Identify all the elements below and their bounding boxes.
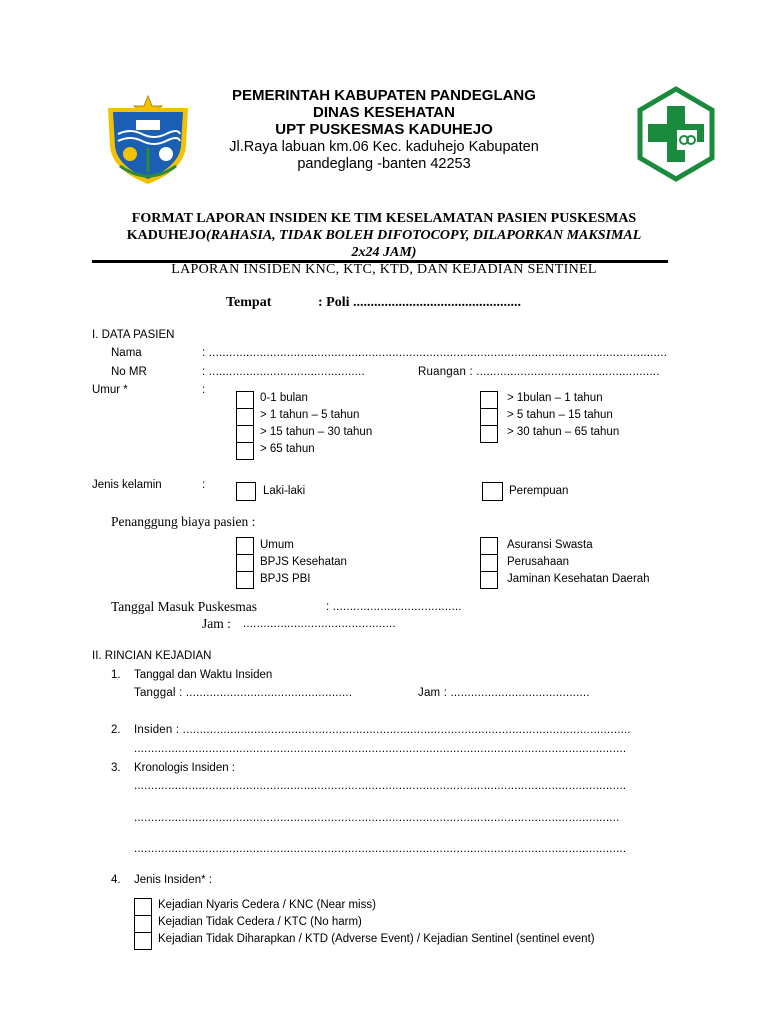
nomr-label: No MR bbox=[111, 366, 147, 378]
header-address-2: pandeglang -banten 42253 bbox=[297, 156, 471, 172]
jenis-insiden-checkbox[interactable] bbox=[134, 915, 152, 933]
item3-label: Kronologis Insiden : bbox=[134, 762, 236, 774]
biaya-option: Jaminan Kesehatan Daerah bbox=[507, 573, 650, 585]
biaya-option: Umum bbox=[260, 539, 294, 551]
nomr-field[interactable]: : .............................................. bbox=[202, 366, 365, 378]
biaya-checkbox[interactable] bbox=[236, 537, 254, 555]
umur-checkbox[interactable] bbox=[480, 425, 498, 443]
form-title-line3 bbox=[0, 245, 768, 261]
insiden-field[interactable]: Insiden : .................................................................................................................................... bbox=[134, 724, 631, 736]
jam-masuk-label: Jam : bbox=[202, 616, 231, 631]
umur-option: > 1 tahun – 5 tahun bbox=[260, 409, 360, 421]
form-subtitle: LAPORAN INSIDEN KNC, KTC, KTD, DAN KEJADIAN SENTINEL bbox=[171, 262, 597, 277]
umur-colon: : bbox=[202, 384, 206, 396]
item1-number: 1. bbox=[111, 669, 121, 681]
kronologis-line[interactable]: ............................................................................................................................................... bbox=[134, 812, 620, 824]
umur-checkbox[interactable] bbox=[236, 442, 254, 460]
tanggal-masuk-label: Tanggal Masuk Puskesmas bbox=[111, 599, 258, 614]
ruangan-field[interactable]: Ruangan : ...................................................... bbox=[418, 366, 660, 378]
jenis-insiden-checkbox[interactable] bbox=[134, 898, 152, 916]
item3-number: 3. bbox=[111, 762, 121, 774]
form-title-line1: FORMAT LAPORAN INSIDEN KE TIM KESELAMATAN PASIEN PUSKESMAS bbox=[131, 211, 637, 226]
item2-number: 2. bbox=[111, 724, 121, 736]
umur-option: > 1bulan – 1 tahun bbox=[507, 392, 603, 404]
biaya-checkbox[interactable] bbox=[480, 537, 498, 555]
female-checkbox[interactable] bbox=[482, 482, 503, 501]
jenis-kelamin-label: Jenis kelamin bbox=[92, 479, 162, 491]
biaya-checkbox[interactable] bbox=[480, 571, 498, 589]
biaya-checkbox[interactable] bbox=[236, 571, 254, 589]
tempat-label: Tempat bbox=[226, 295, 272, 310]
umur-option: > 15 tahun – 30 tahun bbox=[260, 426, 373, 438]
tanggal-masuk-field[interactable]: : ...................................... bbox=[326, 601, 462, 613]
umur-option: > 30 tahun – 65 tahun bbox=[507, 426, 620, 438]
section1-heading: I. DATA PASIEN bbox=[92, 329, 175, 341]
umur-checkbox[interactable] bbox=[236, 408, 254, 426]
nama-label: Nama bbox=[111, 347, 142, 359]
kronologis-line[interactable]: ................................................................................................................................................. bbox=[134, 843, 627, 855]
tempat-field[interactable]: : Poli ................................................ bbox=[318, 295, 521, 310]
title-confidential-note: (RAHASIA, TIDAK BOLEH DIFOTOCOPY, DILAPORKAN MAKSIMAL bbox=[206, 228, 642, 243]
umur-label: Umur * bbox=[92, 384, 128, 396]
biaya-option: Asuransi Swasta bbox=[507, 539, 593, 551]
nama-field[interactable]: : ....................................................................................................................................... bbox=[202, 347, 668, 359]
form-title-line2 bbox=[0, 228, 768, 244]
jenis-insiden-option: Kejadian Tidak Cedera / KTC (No harm) bbox=[158, 916, 362, 928]
section2-heading: II. RINCIAN KEJADIAN bbox=[92, 650, 212, 662]
jam-insiden-field[interactable]: Jam : ......................................... bbox=[418, 687, 590, 699]
header-department: DINAS KESEHATAN bbox=[313, 104, 455, 121]
jenis-insiden-option: Kejadian Tidak Diharapkan / KTD (Adverse Event) / Kejadian Sentinel (sentinel event) bbox=[158, 933, 595, 945]
penanggung-label: Penanggung biaya pasien : bbox=[111, 514, 256, 529]
biaya-option: BPJS Kesehatan bbox=[260, 556, 347, 568]
item4-label: Jenis Insiden* : bbox=[134, 874, 212, 886]
biaya-checkbox[interactable] bbox=[236, 554, 254, 572]
umur-option: 0-1 bulan bbox=[260, 392, 308, 404]
biaya-option: Perusahaan bbox=[507, 556, 570, 568]
male-checkbox[interactable] bbox=[236, 482, 256, 501]
female-label: Perempuan bbox=[509, 485, 569, 497]
jam-masuk-field[interactable]: ............................................. bbox=[243, 618, 396, 630]
jenis-insiden-option: Kejadian Nyaris Cedera / KNC (Near miss) bbox=[158, 899, 376, 911]
item1-label: Tanggal dan Waktu Insiden bbox=[134, 669, 273, 681]
title-deadline: 2x24 JAM) bbox=[351, 245, 417, 260]
header-government: PEMERINTAH KABUPATEN PANDEGLANG bbox=[232, 87, 536, 104]
item4-number: 4. bbox=[111, 874, 121, 886]
header-address-1: Jl.Raya labuan km.06 Kec. kaduhejo Kabupaten bbox=[229, 139, 539, 155]
header-puskesmas: UPT PUSKESMAS KADUHEJO bbox=[275, 121, 493, 138]
insiden-field-cont[interactable]: ................................................................................................................................................. bbox=[134, 743, 627, 755]
biaya-option: BPJS PBI bbox=[260, 573, 311, 585]
umur-checkbox[interactable] bbox=[236, 425, 254, 443]
title-kaduhejo: KADUHEJO bbox=[126, 228, 207, 243]
tanggal-insiden-field[interactable]: Tanggal : ................................................. bbox=[134, 687, 353, 699]
jenis-insiden-checkbox[interactable] bbox=[134, 932, 152, 950]
male-label: Laki-laki bbox=[263, 485, 306, 497]
umur-checkbox[interactable] bbox=[480, 408, 498, 426]
umur-checkbox[interactable] bbox=[480, 391, 498, 409]
umur-option: > 5 tahun – 15 tahun bbox=[507, 409, 613, 421]
jenis-kelamin-colon: : bbox=[202, 479, 206, 491]
biaya-checkbox[interactable] bbox=[480, 554, 498, 572]
umur-option: > 65 tahun bbox=[260, 443, 315, 455]
kronologis-line[interactable]: ................................................................................................................................................. bbox=[134, 780, 627, 792]
umur-checkbox[interactable] bbox=[236, 391, 254, 409]
